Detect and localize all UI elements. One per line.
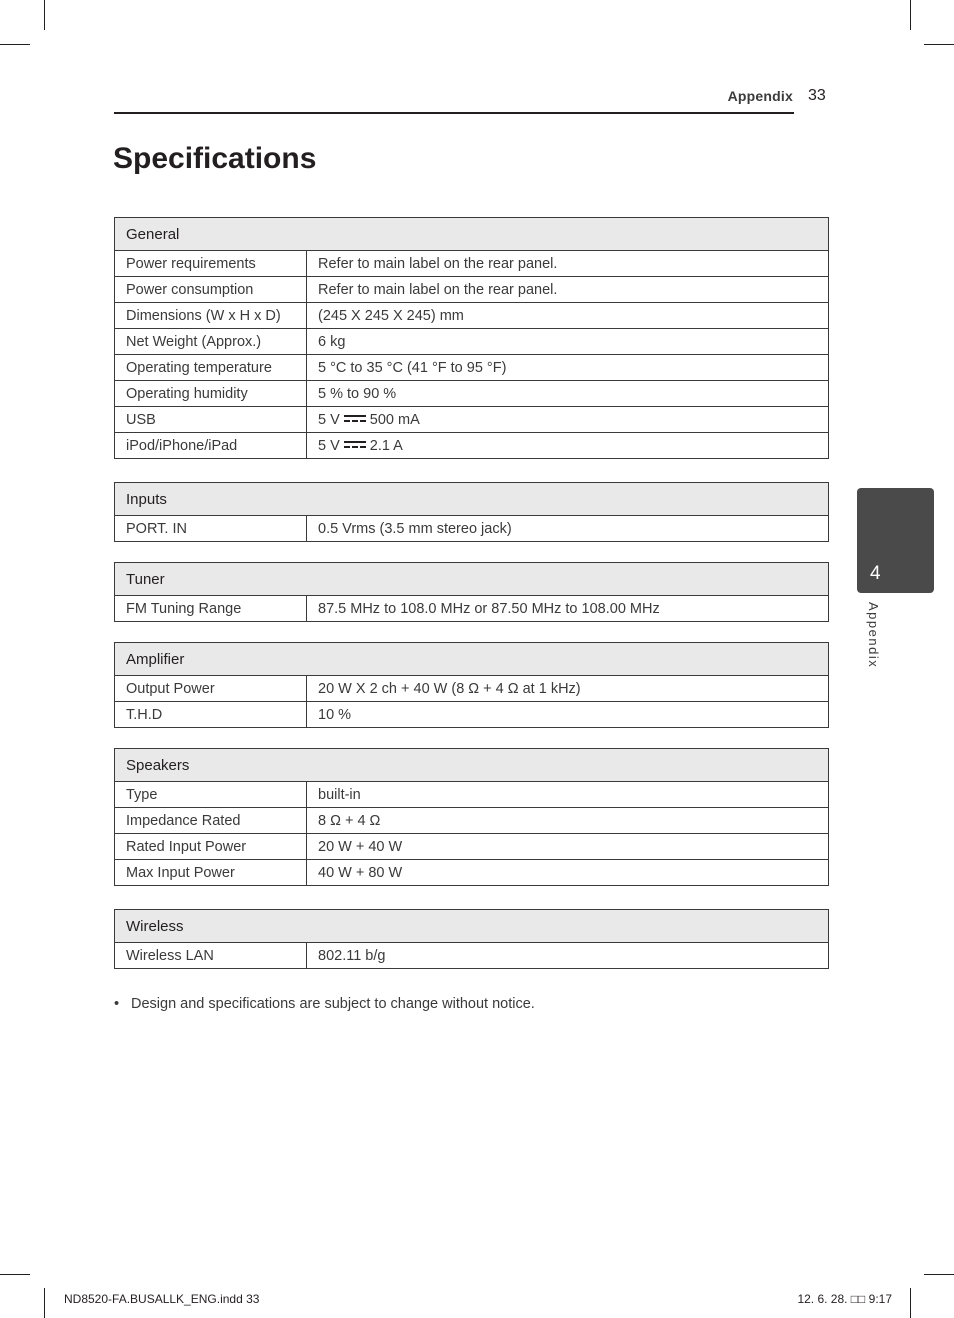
spec-value: 802.11 b/g bbox=[307, 943, 829, 969]
spec-label: Rated Input Power bbox=[115, 834, 307, 860]
bullet-icon: • bbox=[114, 996, 120, 1012]
spec-value bbox=[307, 407, 829, 433]
spec-value: Refer to main label on the rear panel. bbox=[307, 251, 829, 277]
spec-value: 40 W + 80 W bbox=[307, 860, 829, 886]
table-row bbox=[115, 433, 829, 459]
table-row bbox=[115, 596, 829, 622]
page-title: Specifications bbox=[113, 142, 317, 175]
table-header: Speakers bbox=[115, 749, 829, 782]
wireless-spec-table bbox=[114, 909, 829, 969]
tuner-spec-table bbox=[114, 562, 829, 622]
table-row bbox=[115, 329, 829, 355]
table-row bbox=[115, 702, 829, 728]
spec-value: 20 W + 40 W bbox=[307, 834, 829, 860]
table-header: Inputs bbox=[115, 483, 829, 516]
spec-label: Operating temperature bbox=[115, 355, 307, 381]
note-text: Design and specifications are subject to change without notice. bbox=[131, 996, 535, 1012]
page-number: 33 bbox=[808, 87, 826, 104]
spec-label: iPod/iPhone/iPad bbox=[115, 433, 307, 459]
footer-timestamp: 12. 6. 28. □□ 9:17 bbox=[797, 1292, 892, 1306]
spec-value bbox=[307, 433, 829, 459]
general-spec-table bbox=[114, 217, 829, 459]
crop-mark bbox=[44, 0, 45, 30]
table-row bbox=[115, 860, 829, 886]
dc-symbol-icon bbox=[344, 441, 366, 449]
speakers-spec-table bbox=[114, 748, 829, 886]
table-header: Wireless bbox=[115, 910, 829, 943]
spec-label: USB bbox=[115, 407, 307, 433]
spec-value: 87.5 MHz to 108.0 MHz or 87.50 MHz to 108.00 MHz bbox=[307, 596, 829, 622]
crop-mark bbox=[0, 44, 30, 45]
table-row bbox=[115, 943, 829, 969]
chapter-tab bbox=[857, 488, 934, 593]
table-row bbox=[115, 381, 829, 407]
table-row bbox=[115, 808, 829, 834]
spec-label: Net Weight (Approx.) bbox=[115, 329, 307, 355]
table-row bbox=[115, 516, 829, 542]
spec-label: Max Input Power bbox=[115, 860, 307, 886]
table-row bbox=[115, 407, 829, 433]
spec-value: 8 Ω + 4 Ω bbox=[307, 808, 829, 834]
table-header: Tuner bbox=[115, 563, 829, 596]
current-value: 500 mA bbox=[369, 411, 420, 428]
spec-value: 5 % to 90 % bbox=[307, 381, 829, 407]
table-header: Amplifier bbox=[115, 643, 829, 676]
spec-value: 6 kg bbox=[307, 329, 829, 355]
crop-mark bbox=[924, 44, 954, 45]
spec-change-note bbox=[114, 996, 535, 1012]
voltage-value: 5 V bbox=[318, 437, 340, 454]
footer-file-name: ND8520-FA.BUSALLK_ENG.indd 33 bbox=[64, 1292, 260, 1306]
spec-label: Type bbox=[115, 782, 307, 808]
voltage-value: 5 V bbox=[318, 411, 340, 428]
spec-label: PORT. IN bbox=[115, 516, 307, 542]
spec-value: 10 % bbox=[307, 702, 829, 728]
crop-mark bbox=[44, 1288, 45, 1318]
running-head-section: Appendix bbox=[727, 88, 793, 104]
inputs-spec-table bbox=[114, 482, 829, 542]
spec-label: T.H.D bbox=[115, 702, 307, 728]
spec-value: built-in bbox=[307, 782, 829, 808]
table-row bbox=[115, 782, 829, 808]
spec-label: FM Tuning Range bbox=[115, 596, 307, 622]
spec-value: Refer to main label on the rear panel. bbox=[307, 277, 829, 303]
table-row bbox=[115, 834, 829, 860]
crop-mark bbox=[924, 1274, 954, 1275]
spec-label: Operating humidity bbox=[115, 381, 307, 407]
amplifier-spec-table bbox=[114, 642, 829, 728]
table-row bbox=[115, 676, 829, 702]
spec-label: Power consumption bbox=[115, 277, 307, 303]
spec-value: (245 X 245 X 245) mm bbox=[307, 303, 829, 329]
crop-mark bbox=[910, 1288, 911, 1318]
table-header: General bbox=[115, 218, 829, 251]
spec-label: Wireless LAN bbox=[115, 943, 307, 969]
spec-label: Dimensions (W x H x D) bbox=[115, 303, 307, 329]
spec-value: 0.5 Vrms (3.5 mm stereo jack) bbox=[307, 516, 829, 542]
crop-mark bbox=[0, 1274, 30, 1275]
table-row bbox=[115, 355, 829, 381]
spec-value: 5 °C to 35 °C (41 °F to 95 °F) bbox=[307, 355, 829, 381]
spec-label: Impedance Rated bbox=[115, 808, 307, 834]
spec-label: Power requirements bbox=[115, 251, 307, 277]
crop-mark bbox=[910, 0, 911, 30]
chapter-label: Appendix bbox=[866, 602, 881, 669]
chapter-number: 4 bbox=[870, 563, 881, 584]
table-row bbox=[115, 251, 829, 277]
table-row bbox=[115, 277, 829, 303]
current-value: 2.1 A bbox=[369, 437, 403, 454]
dc-symbol-icon bbox=[344, 415, 366, 423]
running-head bbox=[114, 86, 794, 114]
spec-value: 20 W X 2 ch + 40 W (8 Ω + 4 Ω at 1 kHz) bbox=[307, 676, 829, 702]
spec-label: Output Power bbox=[115, 676, 307, 702]
table-row bbox=[115, 303, 829, 329]
